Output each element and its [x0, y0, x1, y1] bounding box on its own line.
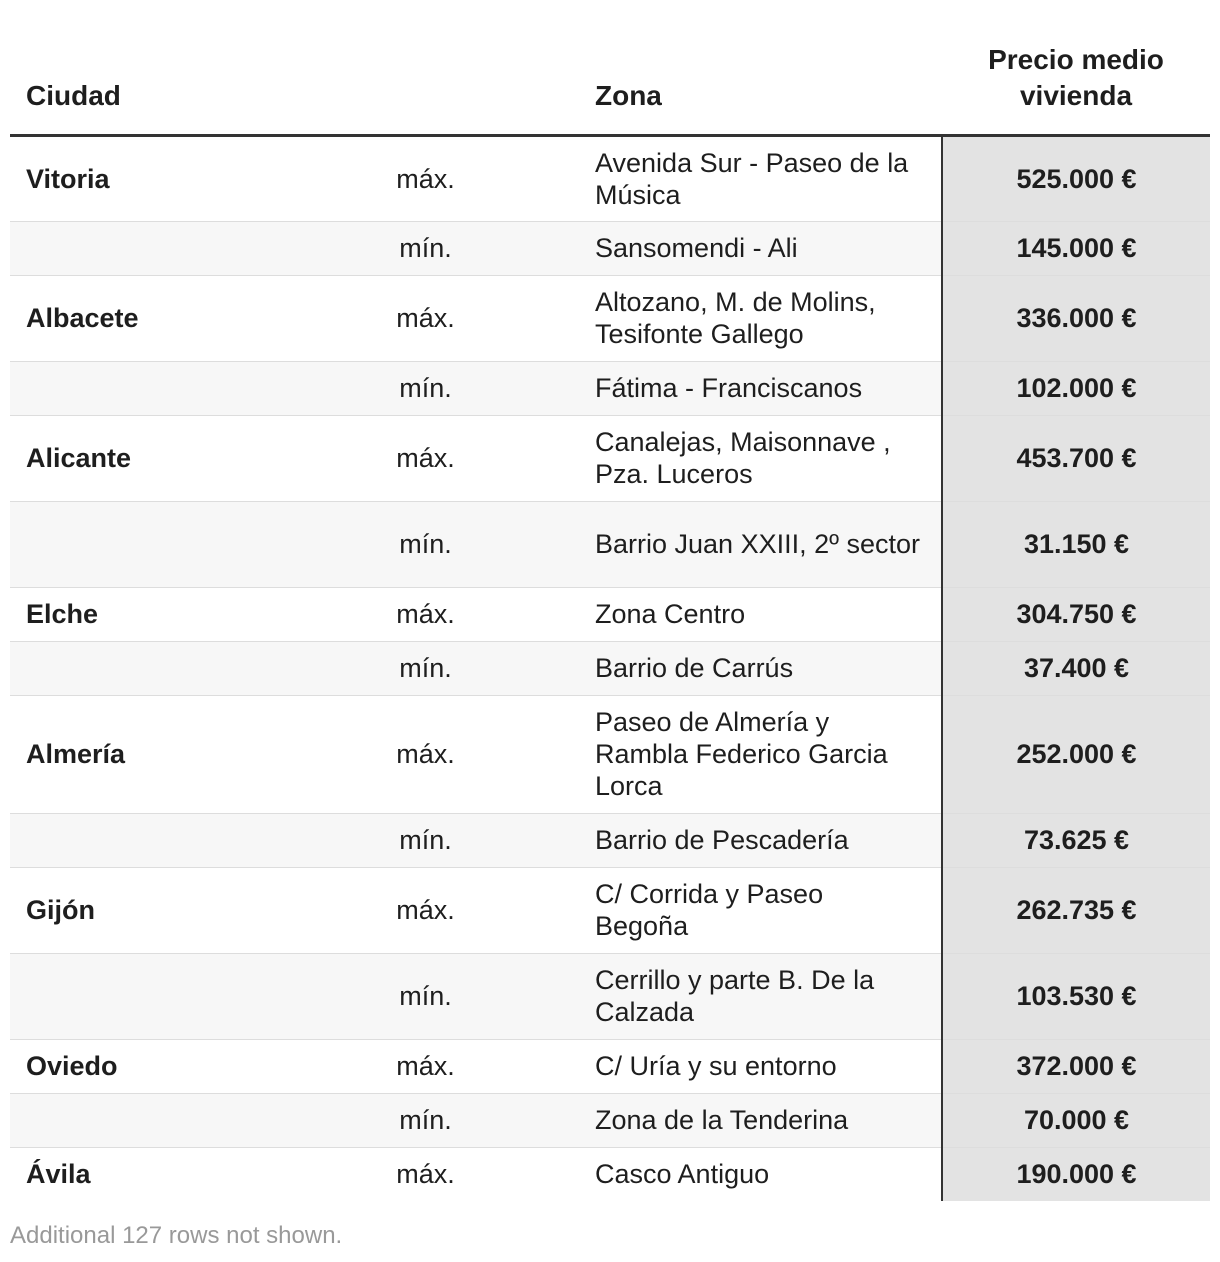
table-header: [10, 0, 1210, 135]
cell-price: 145.000 €: [942, 221, 1210, 275]
cell-city: [10, 641, 328, 695]
cell-zone: Sansomendi - Ali: [579, 221, 942, 275]
table-row: [10, 587, 1210, 641]
header-zone[interactable]: Zona: [579, 0, 942, 135]
rows-not-shown-note: Additional 127 rows not shown.: [10, 1222, 343, 1249]
cell-zone: Barrio de Pescadería: [579, 813, 942, 867]
cell-type: máx.: [328, 695, 579, 813]
cell-price: 453.700 €: [942, 415, 1210, 501]
cell-type: mín.: [328, 361, 579, 415]
cell-price: 336.000 €: [942, 275, 1210, 361]
cell-type: mín.: [328, 641, 579, 695]
table-row: [10, 953, 1210, 1039]
cell-price: 252.000 €: [942, 695, 1210, 813]
cell-zone: Canalejas, Maisonnave , Pza. Luceros: [579, 415, 942, 501]
cell-zone: Zona Centro: [579, 587, 942, 641]
cell-type: máx.: [328, 867, 579, 953]
table-row: [10, 641, 1210, 695]
header-row: [10, 0, 1210, 135]
table-row: [10, 501, 1210, 587]
cell-city: Vitoria: [10, 135, 328, 221]
table-row: [10, 813, 1210, 867]
cell-zone: Altozano, M. de Molins, Tesifonte Gallego: [579, 275, 942, 361]
cell-type: mín.: [328, 1093, 579, 1147]
table-row: [10, 1093, 1210, 1147]
table-row: [10, 1039, 1210, 1093]
cell-type: máx.: [328, 135, 579, 221]
cell-city: Ávila: [10, 1147, 328, 1201]
cell-price: 103.530 €: [942, 953, 1210, 1039]
cell-type: mín.: [328, 953, 579, 1039]
table-row: [10, 867, 1210, 953]
cell-city: [10, 221, 328, 275]
table-row: [10, 135, 1210, 221]
cell-price: 37.400 €: [942, 641, 1210, 695]
cell-type: máx.: [328, 275, 579, 361]
header-type[interactable]: [328, 0, 579, 135]
price-table: [10, 0, 1210, 1201]
cell-zone: Cerrillo y parte B. De la Calzada: [579, 953, 942, 1039]
cell-city: [10, 953, 328, 1039]
cell-price: 190.000 €: [942, 1147, 1210, 1201]
cell-zone: C/ Corrida y Paseo Begoña: [579, 867, 942, 953]
table-row: [10, 1147, 1210, 1201]
cell-price: 31.150 €: [942, 501, 1210, 587]
cell-type: mín.: [328, 813, 579, 867]
cell-zone: Barrio de Carrús: [579, 641, 942, 695]
cell-price: 525.000 €: [942, 135, 1210, 221]
table-row: [10, 695, 1210, 813]
cell-price: 70.000 €: [942, 1093, 1210, 1147]
cell-price: 102.000 €: [942, 361, 1210, 415]
cell-zone: Casco Antiguo: [579, 1147, 942, 1201]
cell-type: máx.: [328, 415, 579, 501]
cell-zone: Barrio Juan XXIII, 2º sector: [579, 501, 942, 587]
cell-city: Oviedo: [10, 1039, 328, 1093]
cell-zone: C/ Uría y su entorno: [579, 1039, 942, 1093]
cell-type: máx.: [328, 1039, 579, 1093]
table-body: [10, 135, 1210, 1201]
cell-city: Elche: [10, 587, 328, 641]
cell-zone: Fátima - Franciscanos: [579, 361, 942, 415]
cell-city: Almería: [10, 695, 328, 813]
cell-zone: Avenida Sur - Paseo de la Música: [579, 135, 942, 221]
table-row: [10, 221, 1210, 275]
cell-city: Albacete: [10, 275, 328, 361]
price-table-container: [10, 0, 1210, 1201]
table-row: [10, 275, 1210, 361]
cell-type: máx.: [328, 1147, 579, 1201]
header-city[interactable]: Ciudad: [10, 0, 328, 135]
table-row: [10, 415, 1210, 501]
cell-price: 372.000 €: [942, 1039, 1210, 1093]
cell-price: 73.625 €: [942, 813, 1210, 867]
cell-city: [10, 813, 328, 867]
cell-price: 262.735 €: [942, 867, 1210, 953]
table-row: [10, 361, 1210, 415]
cell-city: Gijón: [10, 867, 328, 953]
cell-type: máx.: [328, 587, 579, 641]
cell-city: [10, 501, 328, 587]
cell-city: [10, 361, 328, 415]
cell-type: mín.: [328, 221, 579, 275]
cell-city: Alicante: [10, 415, 328, 501]
header-price-label: Precio medio vivienda: [988, 43, 1164, 111]
cell-type: mín.: [328, 501, 579, 587]
cell-zone: Zona de la Tenderina: [579, 1093, 942, 1147]
cell-zone: Paseo de Almería y Rambla Federico Garcia Lorca: [579, 695, 942, 813]
cell-city: [10, 1093, 328, 1147]
header-price[interactable]: [942, 0, 1210, 135]
cell-price: 304.750 €: [942, 587, 1210, 641]
